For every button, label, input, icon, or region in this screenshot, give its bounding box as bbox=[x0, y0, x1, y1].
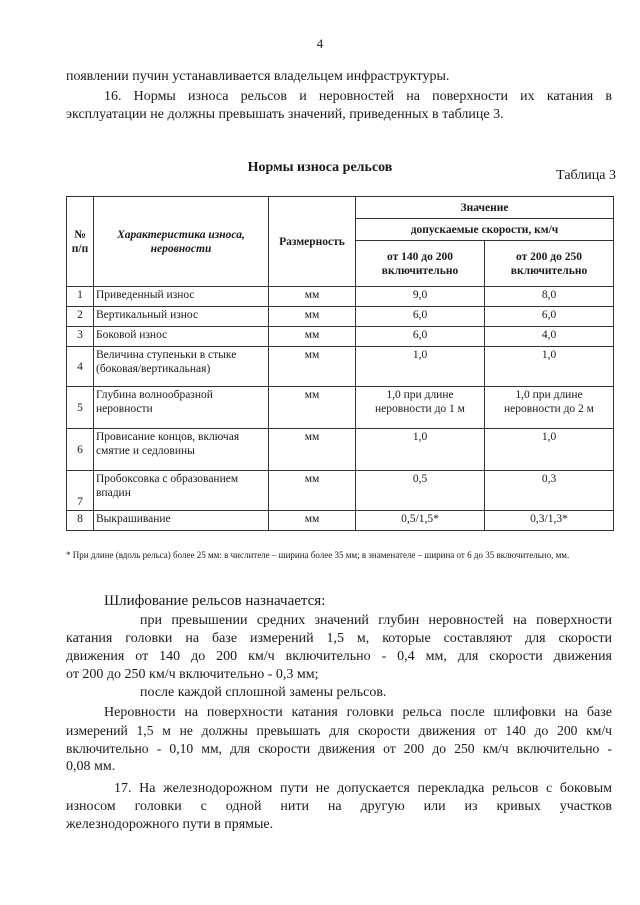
row-unit: мм bbox=[269, 287, 356, 307]
row-value-speed-2: 4,0 bbox=[485, 327, 614, 347]
row-characteristic: Боковой износ bbox=[94, 327, 269, 347]
grinding-heading: Шлифование рельсов назначается: bbox=[104, 593, 326, 609]
row-value-speed-1: 9,0 bbox=[356, 287, 485, 307]
row-no: 3 bbox=[67, 327, 94, 347]
grinding-line-1: при превышении средних значений глубин неровностей на поверхности bbox=[140, 613, 612, 628]
row-unit: мм bbox=[269, 307, 356, 327]
wear-norms-table bbox=[66, 196, 614, 531]
header-speed-2: от 200 до 250 включительно bbox=[485, 241, 614, 287]
grinding-line-7: измерений 1,5 м не должны превышать для скорости движения от 140 до 200 км/ч bbox=[66, 723, 612, 738]
grinding-line-3: движения от 140 до 200 км/ч включительно - 0,4 мм, для скорости движения bbox=[66, 649, 612, 664]
grinding-line-4: от 200 до 250 км/ч включительно - 0,3 мм; bbox=[66, 667, 319, 682]
table-title: Нормы износа рельсов bbox=[247, 160, 393, 175]
header-dimension: Размерность bbox=[269, 197, 356, 287]
row-unit: мм bbox=[269, 327, 356, 347]
row-value-speed-1: 1,0 bbox=[356, 429, 485, 471]
row-no: 5 bbox=[67, 387, 94, 429]
row-value-speed-1: 1,0 bbox=[356, 347, 485, 387]
intro-line: появлении пучин устанавливается владельцем инфраструктуры. bbox=[66, 69, 450, 84]
row-unit: мм bbox=[269, 429, 356, 471]
table-row bbox=[67, 307, 614, 327]
row-characteristic: Глубина волнообразной неровности bbox=[94, 387, 269, 429]
row-characteristic: Выкрашивание bbox=[94, 511, 269, 531]
item-17-line-2: износом головки с одной нити на другую или из кривых участков bbox=[66, 799, 612, 814]
page-number: 4 bbox=[316, 36, 324, 51]
row-value-speed-1: 6,0 bbox=[356, 327, 485, 347]
table-row bbox=[67, 511, 614, 531]
grinding-line-8: включительно - 0,10 мм, для скорости движения от 200 до 250 км/ч включительно - bbox=[66, 741, 612, 756]
row-value-speed-1: 0,5 bbox=[356, 471, 485, 511]
header-speeds: допускаемые скорости, км/ч bbox=[356, 219, 614, 241]
row-no: 6 bbox=[67, 429, 94, 471]
item-16-line-2: эксплуатации не должны превышать значений, приведенных в таблице 3. bbox=[66, 107, 504, 122]
row-value-speed-1: 0,5/1,5* bbox=[356, 511, 485, 531]
table-row bbox=[67, 347, 614, 387]
row-value-speed-2: 8,0 bbox=[485, 287, 614, 307]
table-row bbox=[67, 471, 614, 511]
row-no: 1 bbox=[67, 287, 94, 307]
row-characteristic: Пробоксовка с образованием впадин bbox=[94, 471, 269, 511]
grinding-line-6: Неровности на поверхности катания головки рельса после шлифовки на базе bbox=[104, 705, 612, 720]
row-characteristic: Вертикальный износ bbox=[94, 307, 269, 327]
row-unit: мм bbox=[269, 471, 356, 511]
row-value-speed-2: 6,0 bbox=[485, 307, 614, 327]
grinding-line-9: 0,08 мм. bbox=[66, 759, 116, 774]
row-unit: мм bbox=[269, 347, 356, 387]
item-16-line-1: 16. Нормы износа рельсов и неровностей на поверхности их катания в bbox=[104, 89, 612, 104]
row-value-speed-2: 1,0 при длине неровности до 2 м bbox=[485, 387, 614, 429]
row-unit: мм bbox=[269, 387, 356, 429]
table-label: Таблица 3 bbox=[556, 168, 616, 183]
row-no: 7 bbox=[67, 471, 94, 511]
row-characteristic: Провисание концов, включая смятие и седловины bbox=[94, 429, 269, 471]
grinding-line-2: катания головки на базе измерений 1,5 м, которые составляют для скорости bbox=[66, 631, 612, 646]
row-value-speed-2: 1,0 bbox=[485, 347, 614, 387]
grinding-line-5: после каждой сплошной замены рельсов. bbox=[140, 685, 387, 700]
header-characteristic: Характеристика износа, неровности bbox=[94, 197, 269, 287]
row-value-speed-2: 0,3 bbox=[485, 471, 614, 511]
header-speed-1: от 140 до 200 включительно bbox=[356, 241, 485, 287]
header-no: № п/п bbox=[67, 197, 94, 287]
row-characteristic: Приведенный износ bbox=[94, 287, 269, 307]
item-17-line-1: 17. На железнодорожном пути не допускается перекладка рельсов с боковым bbox=[114, 781, 612, 796]
row-value-speed-1: 6,0 bbox=[356, 307, 485, 327]
row-no: 2 bbox=[67, 307, 94, 327]
row-no: 8 bbox=[67, 511, 94, 531]
row-no: 4 bbox=[67, 347, 94, 387]
row-value-speed-2: 1,0 bbox=[485, 429, 614, 471]
table-row bbox=[67, 287, 614, 307]
table-footnote: * При длине (вдоль рельса) более 25 мм: в числителе – ширина более 35 мм; в знаменателе – ширина от 6 до 35 включительно, мм. bbox=[66, 550, 570, 560]
item-17-line-3: железнодорожного пути в прямые. bbox=[66, 817, 274, 832]
row-value-speed-1: 1,0 при длине неровности до 1 м bbox=[356, 387, 485, 429]
row-characteristic: Величина ступеньки в стыке (боковая/вертикальная) bbox=[94, 347, 269, 387]
table-row bbox=[67, 387, 614, 429]
table-row bbox=[67, 327, 614, 347]
header-value: Значение bbox=[356, 197, 614, 219]
row-unit: мм bbox=[269, 511, 356, 531]
row-value-speed-2: 0,3/1,3* bbox=[485, 511, 614, 531]
table-row bbox=[67, 429, 614, 471]
